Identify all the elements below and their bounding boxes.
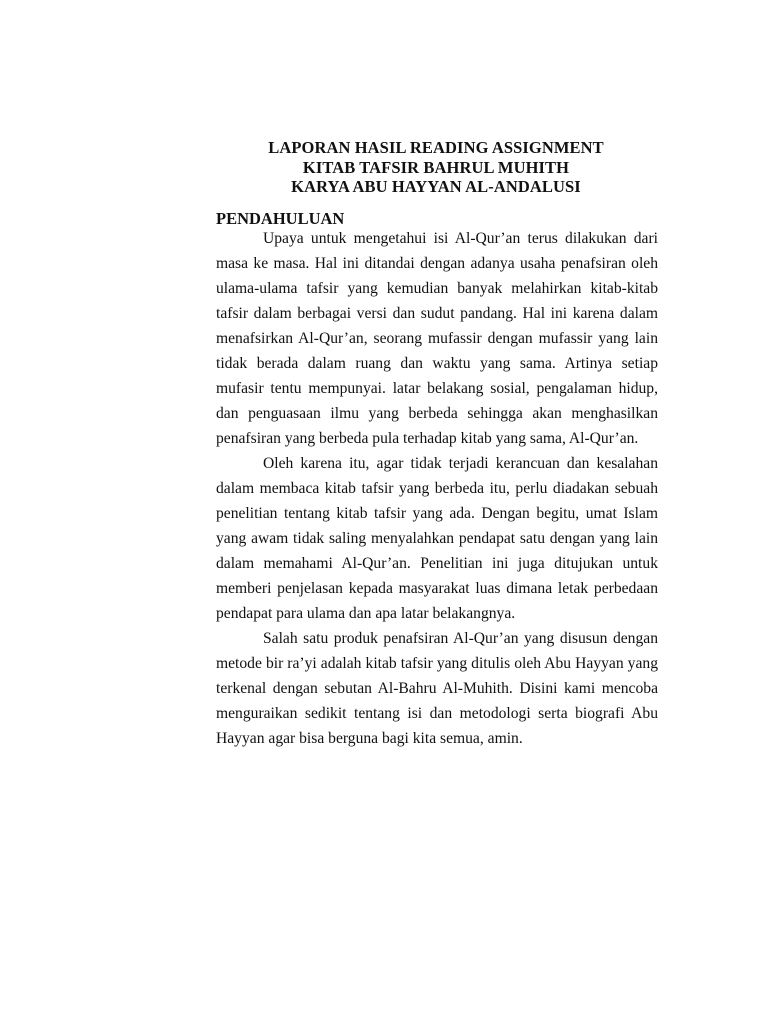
document-title [0, 138, 768, 197]
paragraph: Salah satu produk penafsiran Al-Qur’an yang disusun dengan metode bir ra’yi adalah kitab tafsir yang ditulis oleh Abu Hayyan yang terkenal dengan sebutan Al-Bahru Al-Muhith. Disini kami mencoba menguraikan sedikit tentang isi dan metodologi serta biografi Abu Hayyan agar bisa berguna bagi kita semua, amin. [216, 630, 658, 747]
section-heading: PENDAHULUAN [216, 209, 345, 228]
title-line: LAPORAN HASIL READING ASSIGNMENT [268, 138, 604, 157]
title-line: KITAB TAFSIR BAHRUL MUHITH [302, 157, 570, 177]
title-line: KARYA ABU HAYYAN AL-ANDALUSI [291, 177, 581, 196]
body-text [216, 226, 658, 751]
paragraph: Upaya untuk mengetahui isi Al-Qur’an terus dilakukan dari masa ke masa. Hal ini ditandai dengan adanya usaha penafsiran oleh ulama-ulama tafsir yang kemudian banyak melahirkan kitab-kitab tafsir dalam berbagai versi dan sudut pandang. Hal ini karena dalam menafsirkan Al-Qur’an, seorang mufassir dengan mufassir yang lain tidak berada dalam ruang dan waktu yang sama. Artinya setiap mufasir tentu mempunyai. latar belakang sosial, pengalaman hidup, dan penguasaan ilmu yang berbeda sehingga akan menghasilkan penafsiran yang berbeda pula terhadap kitab yang sama, Al-Qur’an. [216, 230, 658, 447]
paragraph: Oleh karena itu, agar tidak terjadi kerancuan dan kesalahan dalam membaca kitab tafsir yang berbeda itu, perlu diadakan sebuah penelitian tentang kitab tafsir yang ada. Dengan begitu, umat Islam yang awam tidak saling menyalahkan pendapat satu dengan yang lain dalam memahami Al-Qur’an. Penelitian ini juga ditujukan untuk memberi penjelasan kepada masyarakat luas dimana letak perbedaan pendapat para ulama dan apa latar belakangnya. [216, 455, 658, 622]
